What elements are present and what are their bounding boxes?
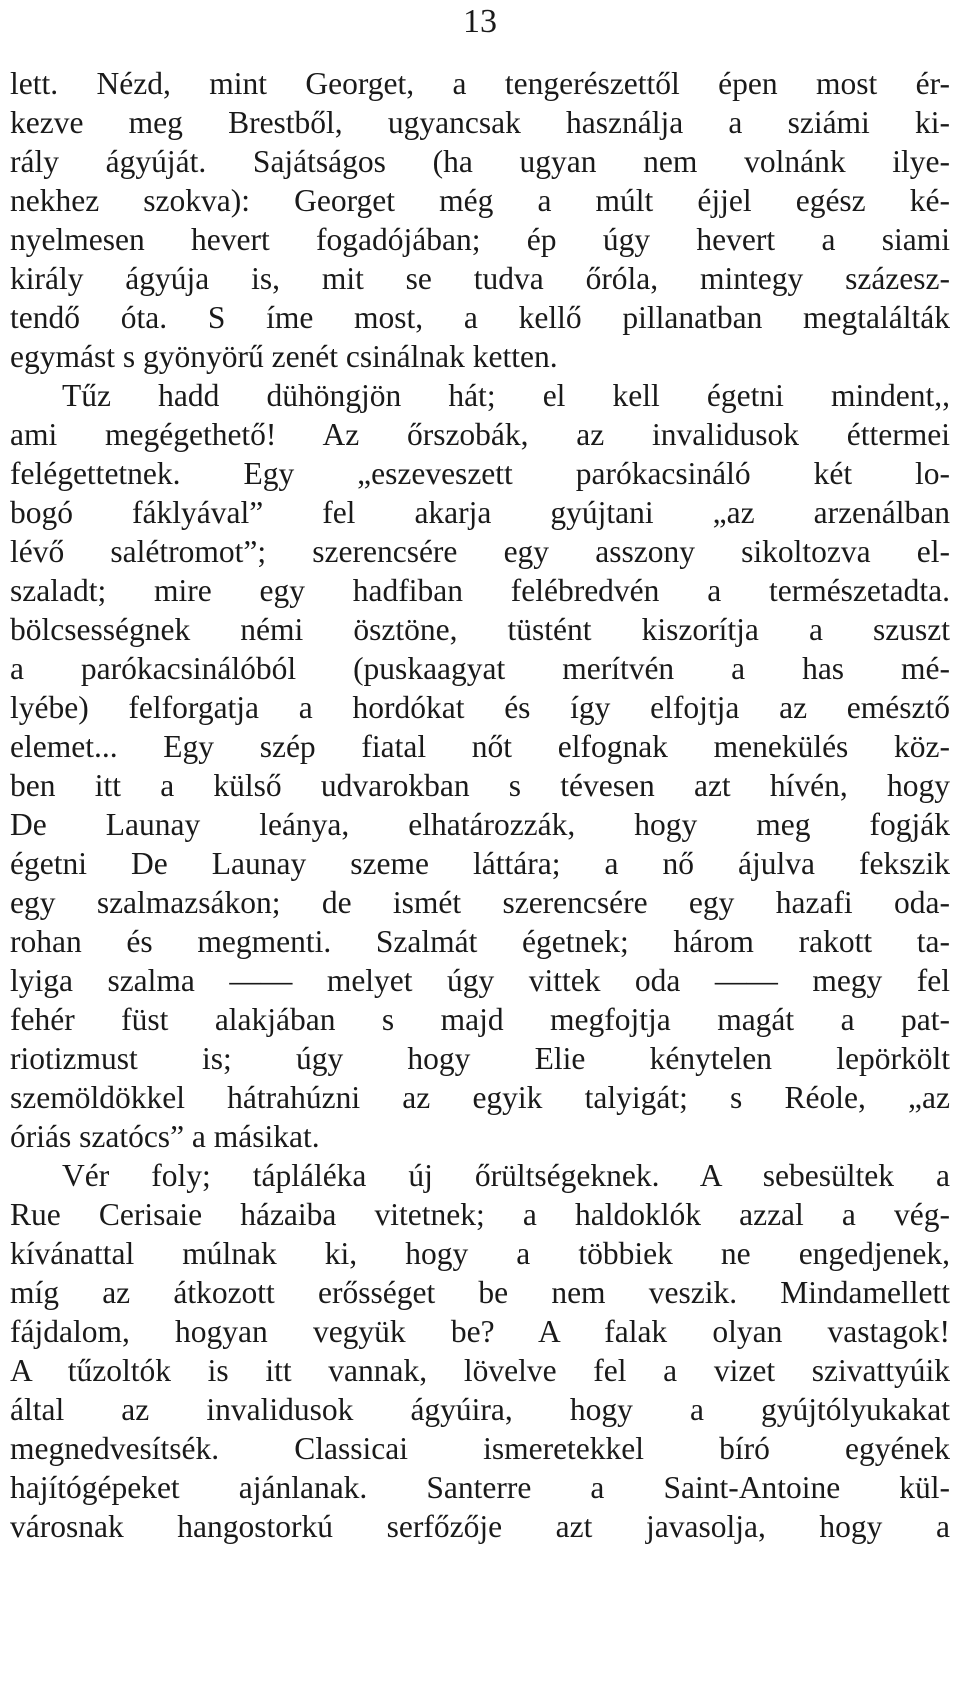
text-line: Vér foly; tápláléka új őrültségeknek. A sebesültek a — [62, 1158, 950, 1193]
text-line: míg az átkozott erősséget be nem veszik. Mindamellett — [10, 1275, 950, 1310]
text-line: lyébe) felforgatja a hordókat és így elfojtja az emésztő — [10, 690, 950, 725]
text-line: lyiga szalma —— melyet úgy vittek oda —— megy fel — [10, 963, 950, 998]
text-line: De Launay leánya, elhatározzák, hogy meg fogják — [10, 807, 950, 842]
text-line: a parókacsinálóból (puskaagyat merítvén a has mé- — [10, 651, 950, 686]
text-line: által az invalidusok ágyúira, hogy a gyújtólyukakat — [10, 1392, 950, 1427]
text-line: szaladt; mire egy hadfiban felébredvén a természetadta. — [10, 573, 950, 608]
text-line: ben itt a külső udvarokban s tévesen azt hívén, hogy — [10, 768, 950, 803]
paragraph-2 — [10, 376, 950, 1156]
text-line: A tűzoltók is itt vannak, lövelve fel a vizet szivattyúik — [10, 1353, 950, 1388]
text-line: lévő salétromot”; szerencsére egy asszony sikoltozva el- — [10, 534, 950, 569]
text-line: kezve meg Brestből, ugyancsak használja a sziámi ki- — [10, 105, 950, 140]
body-text — [10, 64, 950, 1546]
text-line: tendő óta. S íme most, a kellő pillanatban megtalálták — [10, 300, 950, 335]
text-line: szemöldökkel hátrahúzni az egyik talyigát; s Réole, „az — [10, 1080, 950, 1115]
paragraph-1 — [10, 64, 950, 376]
text-line: nyelmesen hevert fogadójában; ép úgy hevert a siami — [10, 222, 950, 257]
text-line: riotizmust is; úgy hogy Elie kénytelen lepörkölt — [10, 1041, 950, 1076]
text-line: király ágyúja is, mit se tudva őróla, mintegy százesz- — [10, 261, 950, 296]
text-line: egymást s gyönyörű zenét csinálnak ketten. — [10, 339, 558, 374]
text-line: rohan és megmenti. Szalmát égetnek; három rakott ta- — [10, 924, 950, 959]
text-line: egy szalmazsákon; de ismét szerencsére egy hazafi oda- — [10, 885, 950, 920]
text-line: fehér füst alakjában s majd megfojtja magát a pat- — [10, 1002, 950, 1037]
text-line: bogó fáklyával” fel akarja gyújtani „az arzenálban — [10, 495, 950, 530]
paragraph-3 — [10, 1156, 950, 1546]
text-line: elemet... Egy szép fiatal nőt elfognak menekülés köz- — [10, 729, 950, 764]
text-line: égetni De Launay szeme láttára; a nő ájulva fekszik — [10, 846, 950, 881]
text-line: hajítógépeket ajánlanak. Santerre a Saint-Antoine kül- — [10, 1470, 950, 1505]
text-line: fájdalom, hogyan vegyük be? A falak olyan vastagok! — [10, 1314, 950, 1349]
text-line: lett. Nézd, mint Georget, a tengerészettől épen most ér- — [10, 66, 950, 101]
text-line: ami megégethető! Az őrszobák, az invalidusok éttermei — [10, 417, 950, 452]
text-line: városnak hangostorkú serfőzője azt javasolja, hogy a — [10, 1509, 950, 1544]
text-line: felégettetnek. Egy „eszeveszett parókacsináló két lo- — [10, 456, 950, 491]
page-number: 13 — [463, 3, 497, 40]
text-line: óriás szatócs” a másikat. — [10, 1119, 320, 1154]
text-line: Tűz hadd dühöngjön hát; el kell égetni mindent,, — [62, 378, 950, 413]
text-line: rály ágyúját. Sajátságos (ha ugyan nem volnánk ilye- — [10, 144, 950, 179]
text-line: bölcsességnek némi ösztöne, tüstént kiszorítja a szuszt — [10, 612, 950, 647]
text-line: megnedvesítsék. Classicai ismeretekkel bíró egyének — [10, 1431, 950, 1466]
text-line: nekhez szokva): Georget még a múlt éjjel egész ké- — [10, 183, 950, 218]
text-line: kívánattal múlnak ki, hogy a többiek ne engedjenek, — [10, 1236, 950, 1271]
text-line: Rue Cerisaie házaiba vitetnek; a haldoklók azzal a vég- — [10, 1197, 950, 1232]
